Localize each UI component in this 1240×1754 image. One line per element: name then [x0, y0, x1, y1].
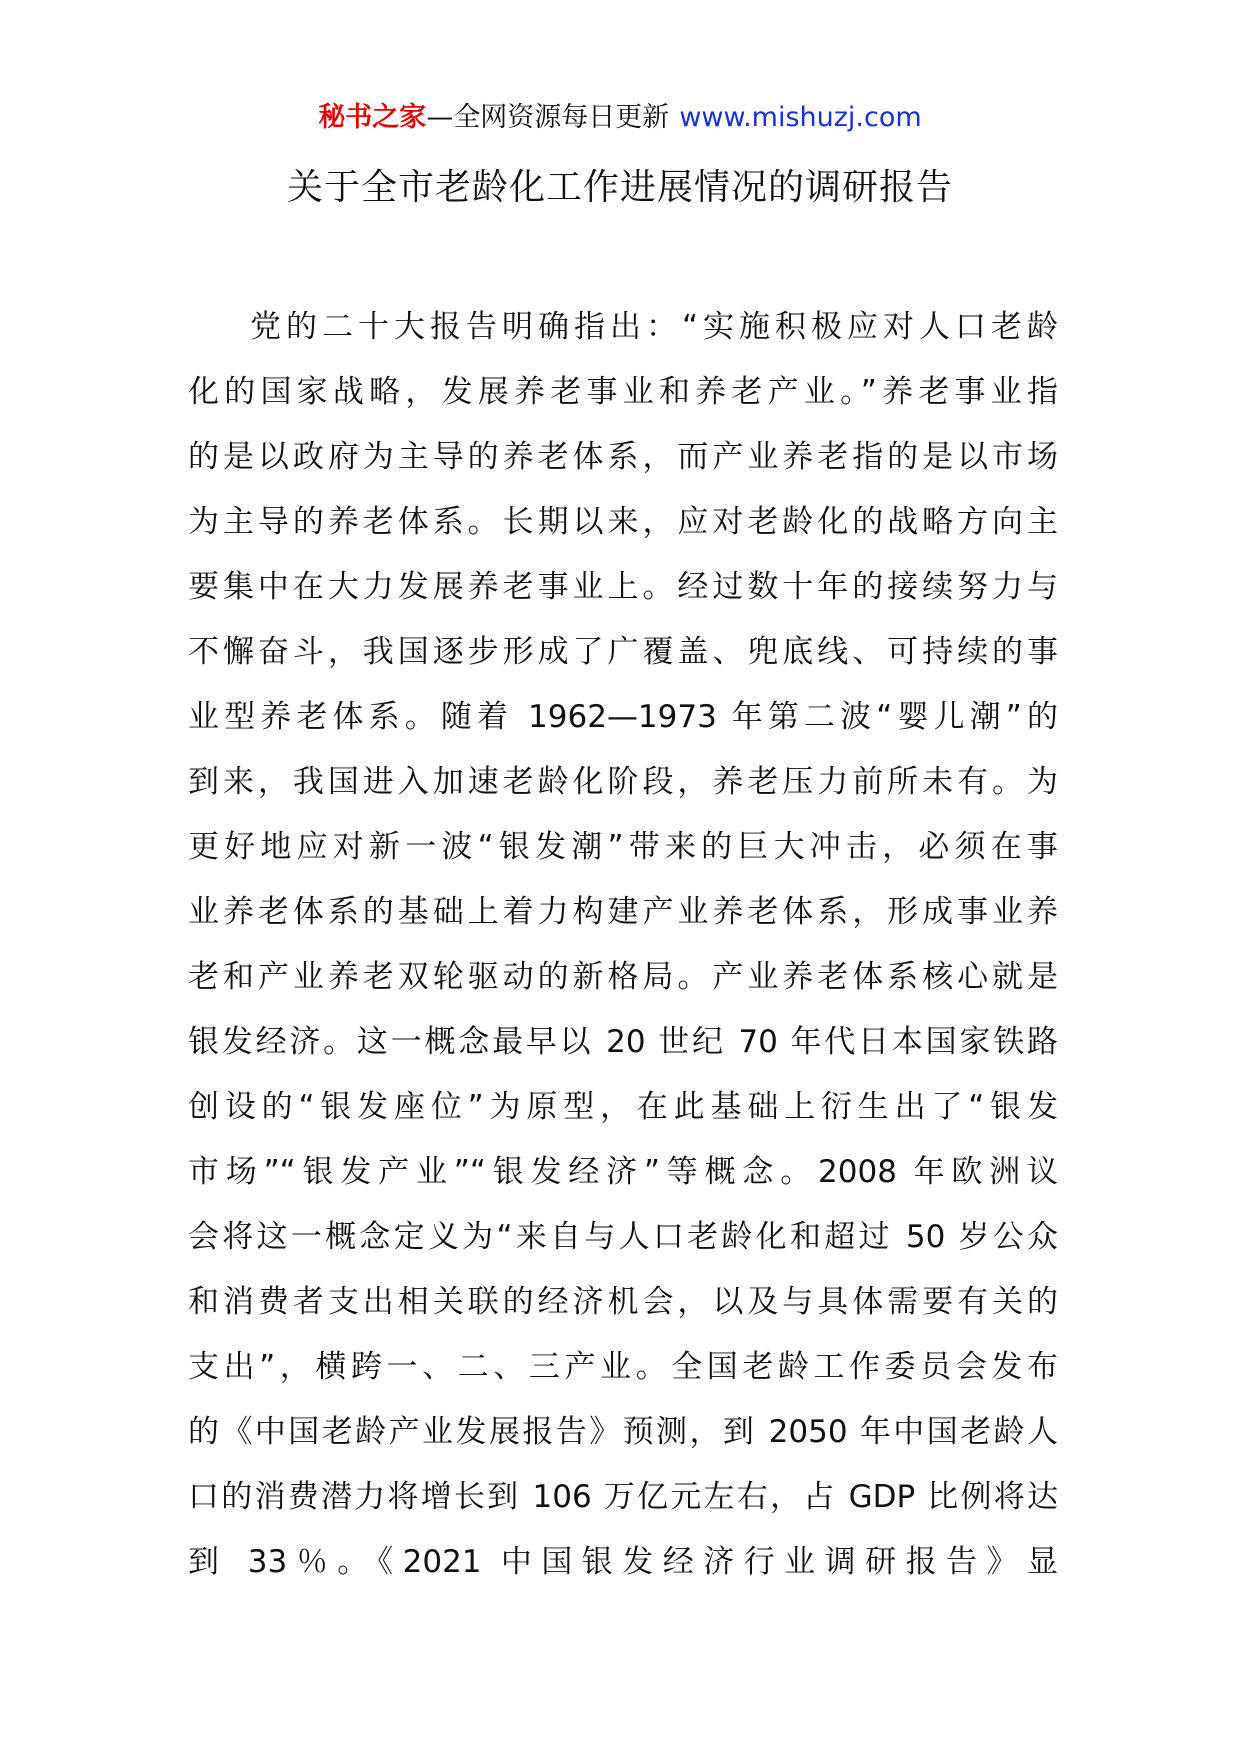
paragraph-line: 口的消费潜力将增长到 106 万亿元左右，占 GDP 比例将达	[188, 1479, 1058, 1515]
paragraph-line: 化的国家战略，发展养老事业和养老产业。”养老事业指	[188, 374, 1058, 410]
paragraph-line: 更好地应对新一波“银发潮”带来的巨大冲击，必须在事	[188, 829, 1058, 865]
paragraph-line: 的《中国老龄产业发展报告》预测，到 2050 年中国老龄人	[188, 1414, 1058, 1450]
document-body	[188, 295, 1058, 1595]
paragraph-line: 不懈奋斗，我国逐步形成了广覆盖、兜底线、可持续的事	[188, 634, 1058, 670]
paragraph-line: 市场”“银发产业”“银发经济”等概念。2008 年欧洲议	[188, 1154, 1058, 1190]
paragraph-line: 为主导的养老体系。长期以来，应对老龄化的战略方向主	[188, 504, 1058, 540]
paragraph-line: 业型养老体系。随着 1962—1973 年第二波“婴儿潮”的	[188, 699, 1058, 735]
paragraph-line: 和消费者支出相关联的经济机会，以及与具体需要有关的	[188, 1284, 1058, 1320]
brand-name: 秘书之家	[318, 102, 427, 133]
site-header	[0, 98, 1240, 138]
paragraph-line: 的是以政府为主导的养老体系，而产业养老指的是以市场	[188, 439, 1058, 475]
paragraph-line: 老和产业养老双轮驱动的新格局。产业养老体系核心就是	[188, 959, 1058, 995]
paragraph-line: 到 33％。《2021 中国银发经济行业调研报告》显	[188, 1544, 1058, 1580]
paragraph-line: 党的二十大报告明确指出：“实施积极应对人口老龄	[250, 309, 1058, 345]
paragraph-line: 支出”，横跨一、二、三产业。全国老龄工作委员会发布	[188, 1349, 1058, 1385]
paragraph-line: 业养老体系的基础上着力构建产业养老体系，形成事业养	[188, 894, 1058, 930]
paragraph-line: 银发经济。这一概念最早以 20 世纪 70 年代日本国家铁路	[188, 1024, 1058, 1060]
paragraph-line: 创设的“银发座位”为原型，在此基础上衍生出了“银发	[188, 1089, 1058, 1125]
document-title: 关于全市老龄化工作进展情况的调研报告	[286, 167, 953, 208]
site-url-link[interactable]: www.mishuzj.com	[679, 102, 922, 133]
paragraph-line: 会将这一概念定义为“来自与人口老龄化和超过 50 岁公众	[188, 1219, 1058, 1255]
paragraph-line: 到来，我国进入加速老龄化阶段，养老压力前所未有。为	[188, 764, 1058, 800]
paragraph-line: 要集中在大力发展养老事业上。经过数十年的接续努力与	[188, 569, 1058, 605]
header-tagline: —全网资源每日更新	[426, 102, 670, 133]
